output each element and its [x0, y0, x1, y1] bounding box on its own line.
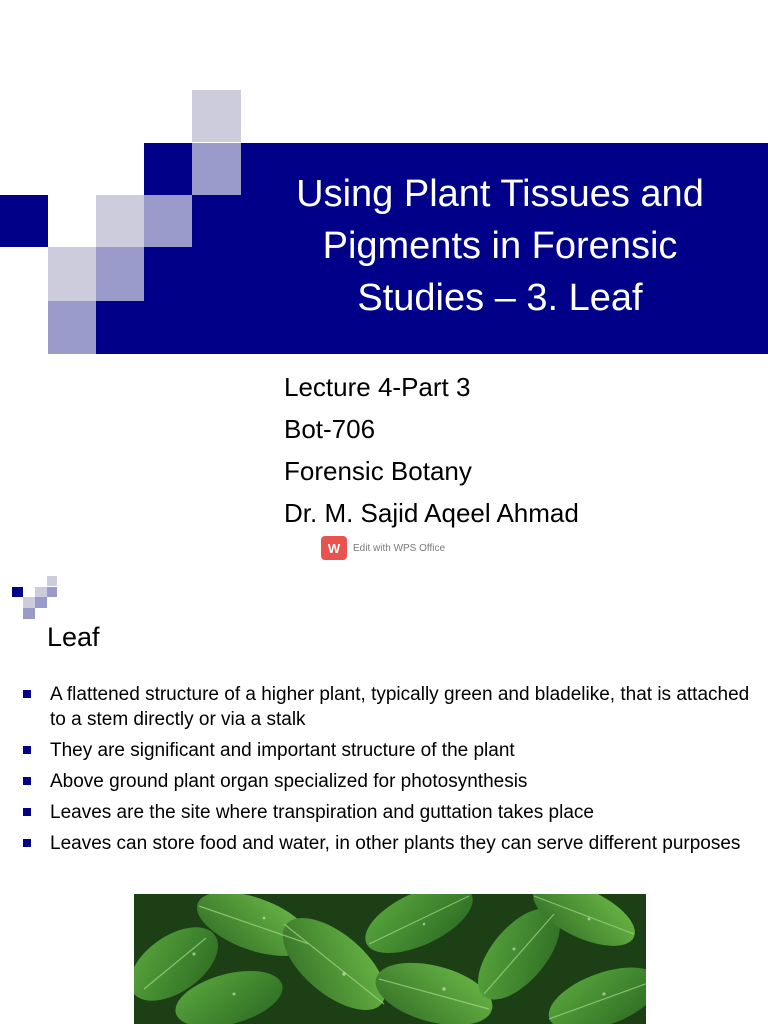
wps-logo-icon: W — [321, 536, 347, 560]
leaf-photo — [134, 894, 646, 1024]
content-slide — [0, 560, 768, 1024]
subtitle-line: Bot-706 — [284, 414, 376, 444]
decor-square — [35, 597, 47, 608]
decor-square — [23, 597, 35, 608]
title-line: Pigments in Forensic — [322, 225, 678, 267]
decor-square — [48, 301, 96, 354]
decor-square — [192, 90, 241, 142]
bullet-text: They are significant and important structure of the plant — [50, 740, 515, 761]
decor-square — [144, 247, 192, 301]
subtitle-line: Dr. M. Sajid Aqeel Ahmad — [284, 498, 579, 528]
bullet-list — [20, 682, 750, 862]
decor-square — [96, 301, 144, 354]
bullet-square-icon — [23, 777, 31, 785]
decor-square — [12, 587, 23, 597]
leaf-illustration — [134, 894, 646, 1024]
list-item — [20, 738, 750, 763]
slide-heading: Leaf — [47, 622, 100, 652]
decor-square — [35, 587, 47, 597]
bullet-square-icon — [23, 808, 31, 816]
decor-square — [96, 195, 144, 247]
decor-square — [47, 587, 57, 597]
wps-watermark-text: Edit with WPS Office — [353, 542, 446, 554]
decor-square — [48, 247, 96, 301]
list-item — [20, 682, 750, 732]
subtitle-line: Forensic Botany — [284, 456, 472, 486]
bullet-square-icon — [23, 690, 31, 698]
bullet-square-icon — [23, 839, 31, 847]
decor-square — [96, 247, 144, 301]
bullet-text: Leaves are the site where transpiration and guttation takes place — [50, 802, 594, 823]
decor-square — [47, 576, 57, 586]
slide-title — [230, 168, 768, 324]
decor-square — [144, 195, 192, 247]
title-line: Studies – 3. Leaf — [357, 277, 643, 319]
bullet-text: Leaves can store food and water, in other plants they can serve different purposes — [50, 833, 741, 854]
decor-square — [48, 195, 96, 247]
subtitle-block — [284, 366, 579, 534]
decor-square — [0, 195, 48, 247]
subtitle-line: Lecture 4-Part 3 — [284, 372, 471, 402]
bullet-text: Above ground plant organ specialized for photosynthesis — [50, 771, 528, 792]
title-line: Using Plant Tissues and — [296, 173, 704, 215]
bullet-square-icon — [23, 746, 31, 754]
list-item — [20, 800, 750, 825]
wps-watermark[interactable] — [321, 536, 445, 560]
list-item — [20, 831, 750, 856]
decor-square — [23, 608, 35, 619]
bullet-text: A flattened structure of a higher plant, typically green and bladelike, that is attached to a stem directly or via a stalk — [50, 684, 750, 730]
list-item — [20, 769, 750, 794]
